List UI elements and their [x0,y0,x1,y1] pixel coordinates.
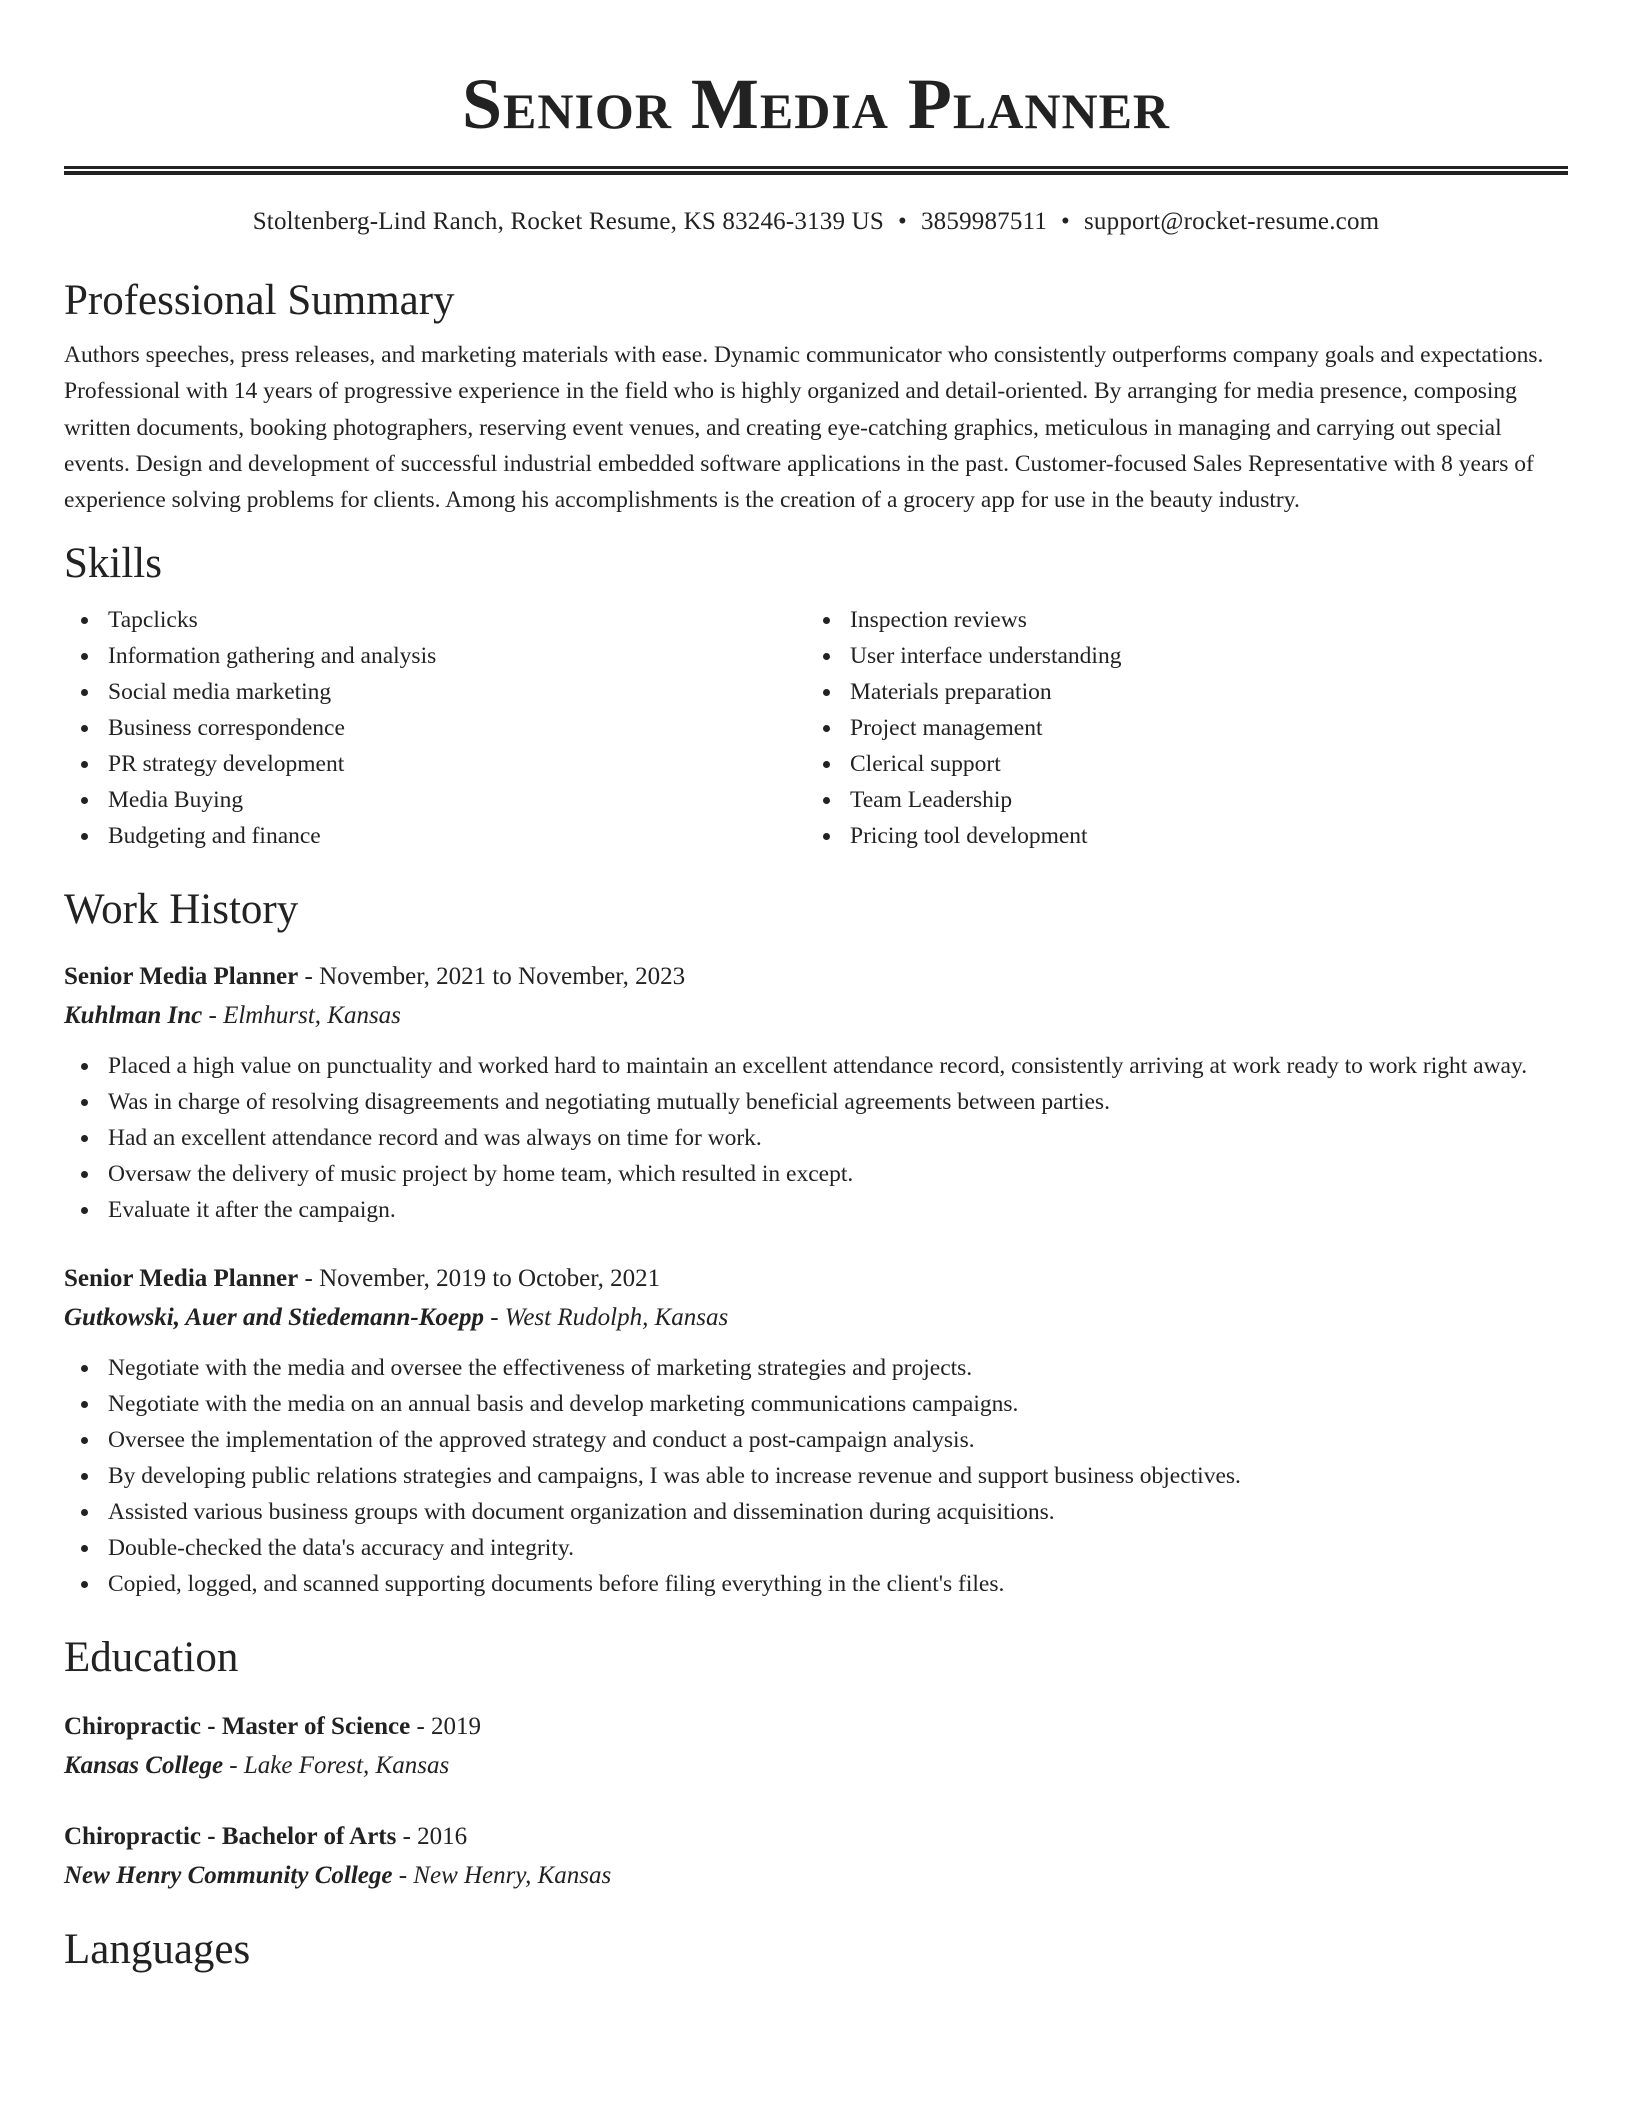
job-title-line [64,1260,1568,1298]
skill-item: Media Buying [64,782,806,818]
skill-item: Budgeting and finance [64,818,806,854]
resume-title: Senior Media Planner [461,64,1171,144]
title-divider [64,166,1568,175]
job-duty: Negotiate with the media and oversee the effectiveness of marketing strategies and projects. [64,1350,1568,1386]
degree-line [64,1708,1568,1746]
languages-heading: Languages [64,1926,251,1974]
job-title: Senior Media Planner [64,1265,299,1293]
education-entry [64,1708,1568,1786]
job-duty: Copied, logged, and scanned supporting documents before filing everything in the client's files. [64,1566,1568,1602]
job-duty: Evaluate it after the campaign. [64,1192,1568,1228]
school-location: - New Henry, Kansas [392,1862,612,1890]
contact-email: support@rocket-resume.com [1084,208,1380,235]
contact-separator: • [898,208,907,235]
job-dates: - November, 2019 to October, 2021 [298,1265,661,1293]
skill-item: Pricing tool development [806,818,1548,854]
contact-separator: • [1061,208,1070,235]
job-title: Senior Media Planner [64,963,299,991]
job-duty: Oversaw the delivery of music project by home team, which resulted in except. [64,1156,1568,1192]
skills-list-left [64,602,806,854]
skill-item: Clerical support [806,746,1548,782]
school-line [64,1746,1568,1786]
contact-line [64,205,1568,239]
job-title-line [64,958,1568,996]
skills-list-right [806,602,1548,854]
skills-heading: Skills [64,540,162,588]
job-dates: - November, 2021 to November, 2023 [298,963,686,991]
degree-name: Chiropractic - Master of Science [64,1713,411,1741]
skill-item: PR strategy development [64,746,806,782]
skill-item: Business correspondence [64,710,806,746]
company-name: Gutkowski, Auer and Stiedemann-Koepp [64,1304,484,1332]
job-duty: Negotiate with the media on an annual basis and develop marketing communications campaigns. [64,1386,1568,1422]
job-duty: Double-checked the data's accuracy and integrity. [64,1530,1568,1566]
company-location: - West Rudolph, Kansas [483,1304,729,1332]
skill-item: User interface understanding [806,638,1548,674]
job-duty: Was in charge of resolving disagreements and negotiating mutually beneficial agreements between parties. [64,1084,1568,1120]
contact-phone: 3859987511 [920,208,1048,235]
job-duty: Oversee the implementation of the approved strategy and conduct a post-campaign analysis. [64,1422,1568,1458]
skill-item: Social media marketing [64,674,806,710]
school-name: New Henry Community College [64,1862,393,1890]
summary-heading: Professional Summary [64,277,455,324]
school-line [64,1856,1568,1896]
skill-item: Team Leadership [806,782,1548,818]
degree-year: - 2019 [410,1713,482,1741]
school-name: Kansas College [64,1752,224,1780]
degree-name: Chiropractic - Bachelor of Arts [64,1823,397,1851]
company-line [64,996,1568,1036]
contact-address: Stoltenberg-Lind Ranch, Rocket Resume, KS 83246-3139 US [252,208,885,235]
skill-item: Information gathering and analysis [64,638,806,674]
job-duties-list [64,1350,1568,1602]
job-entry [64,958,1568,1228]
job-entry [64,1260,1568,1602]
skill-item: Tapclicks [64,602,806,638]
company-name: Kuhlman Inc [64,1002,203,1030]
skills-columns [64,602,1568,854]
job-duty: By developing public relations strategies and campaigns, I was able to increase revenue and support business objectives. [64,1458,1568,1494]
company-location: - Elmhurst, Kansas [202,1002,401,1030]
job-duty: Placed a high value on punctuality and worked hard to maintain an excellent attendance record, consistently arriving at work ready to work right away. [64,1048,1568,1084]
job-duty: Assisted various business groups with document organization and dissemination during acquisitions. [64,1494,1568,1530]
skill-item: Project management [806,710,1548,746]
company-line [64,1298,1568,1338]
job-duties-list [64,1048,1568,1228]
degree-year: - 2016 [396,1823,468,1851]
work-history-heading: Work History [64,886,299,934]
education-heading: Education [64,1634,239,1682]
skill-item: Inspection reviews [806,602,1548,638]
skill-item: Materials preparation [806,674,1548,710]
summary-text: Authors speeches, press releases, and marketing materials with ease. Dynamic communicator who consistently outperforms company goals and expectations. Professional with 14 years of progressive experience in the field who is highly organized and detail-oriented. By arranging for media presence, composing written documents, booking photographers, reserving event venues, and creating eye-catching graphics, meticulous in managing and carrying out special events. Design and development of successful industrial embedded software applications in the past. Customer-focused Sales Representative with 8 years of experience solving problems for clients. Among his accomplishments is the creation of a grocery app for use in the beauty industry. [64,342,1544,514]
resume-page [64,0,1568,1976]
degree-line [64,1818,1568,1856]
education-entry [64,1818,1568,1896]
job-duty: Had an excellent attendance record and was always on time for work. [64,1120,1568,1156]
school-location: - Lake Forest, Kansas [223,1752,450,1780]
